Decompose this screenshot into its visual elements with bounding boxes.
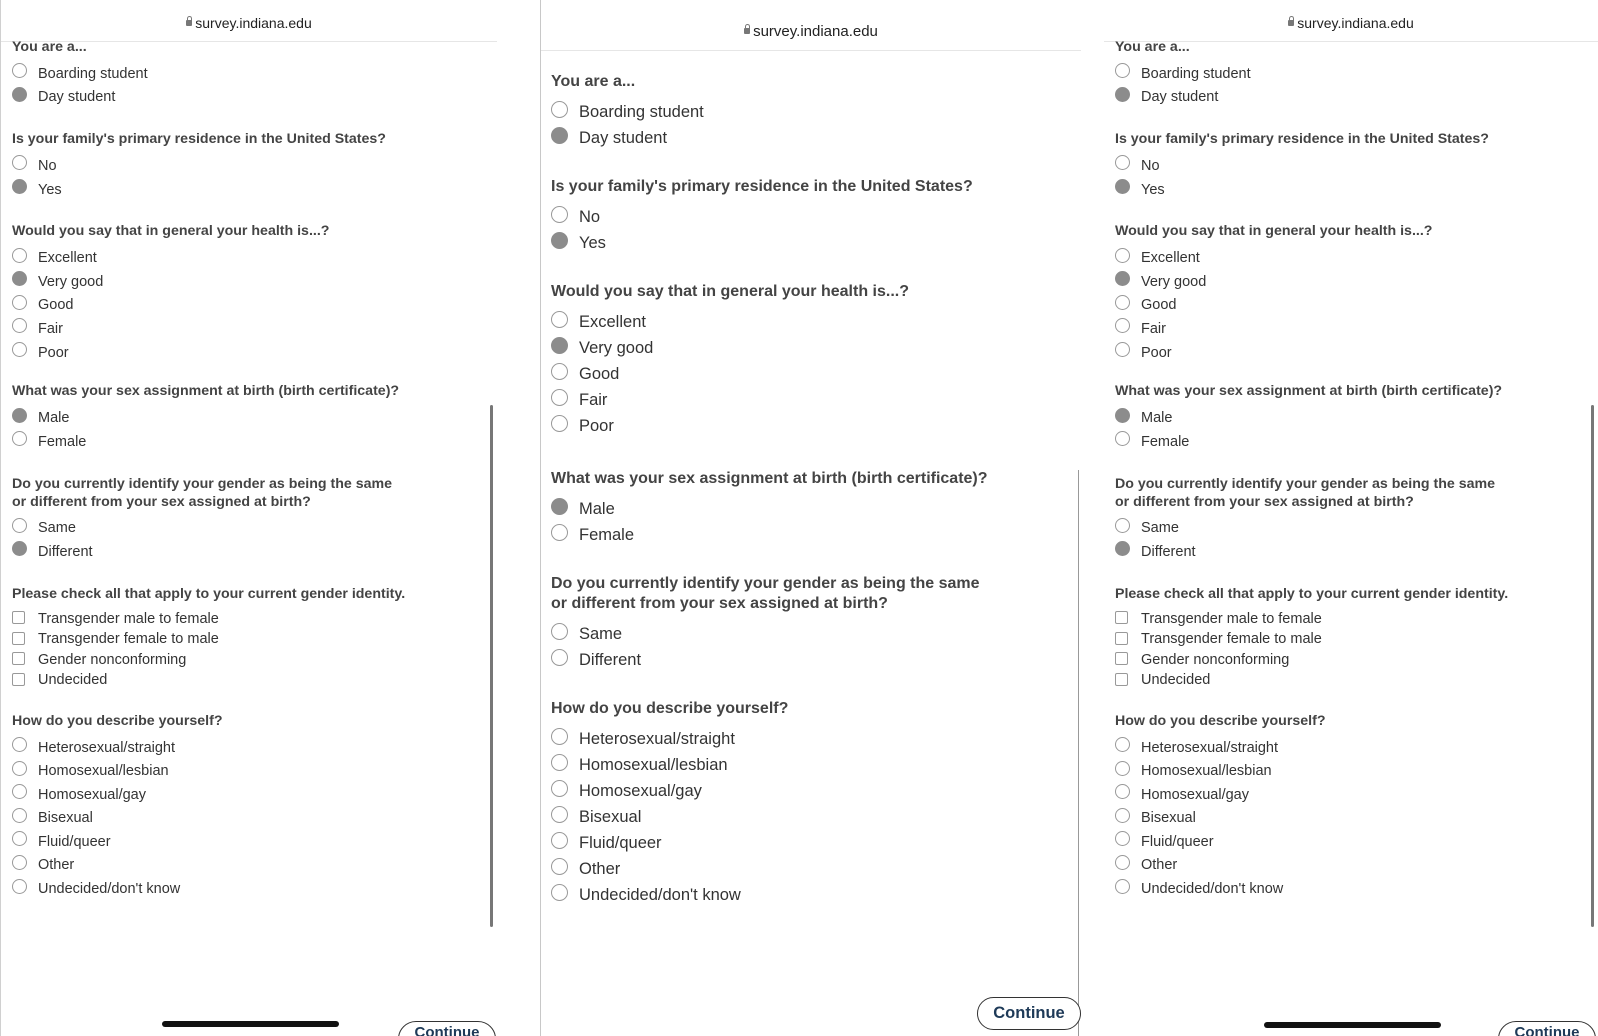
option-label: Fair: [579, 390, 608, 409]
option-very-good[interactable]: [1115, 270, 1598, 294]
question-line: Do you currently identify your gender as being the same: [551, 575, 980, 592]
option-heterosexual[interactable]: [12, 736, 497, 760]
option-fluid-queer[interactable]: [551, 830, 1081, 856]
option-label: Undecided/don't know: [579, 885, 741, 904]
question-gender-identity: [1115, 475, 1598, 511]
option-good[interactable]: [1115, 294, 1598, 318]
radio-button[interactable]: [1115, 808, 1130, 823]
option-label: Boarding student: [38, 65, 148, 82]
option-label: Transgender male to female: [1141, 610, 1322, 627]
option-label: Day student: [579, 128, 668, 147]
option-label: Boarding student: [579, 102, 704, 121]
option-label: Transgender male to female: [38, 610, 219, 627]
question-health: Would you say that in general your health is...?: [12, 223, 330, 240]
scrollbar[interactable]: [1078, 470, 1079, 1036]
checkbox-trans-mtf[interactable]: [1115, 609, 1598, 630]
lock-icon: [1288, 20, 1294, 26]
question-gender-check-all: Please check all that apply to your current gender identity.: [1115, 585, 1509, 602]
radio-button[interactable]: [12, 831, 27, 846]
url-text: survey.indiana.edu: [195, 15, 312, 31]
option-undecided-dont-know[interactable]: [12, 877, 497, 901]
option-poor[interactable]: [551, 413, 1081, 439]
radio-button[interactable]: [1115, 295, 1130, 310]
radio-button[interactable]: [551, 806, 568, 823]
radio-button[interactable]: [1115, 431, 1130, 446]
radio-button[interactable]: [12, 855, 27, 870]
checkbox-trans-ftm[interactable]: [12, 629, 497, 650]
radio-button[interactable]: [12, 155, 27, 170]
radio-button[interactable]: [12, 737, 27, 752]
option-lesbian[interactable]: [1115, 759, 1598, 783]
question-student-type: You are a...: [551, 73, 636, 90]
option-male[interactable]: [551, 496, 1081, 522]
option-label: Different: [38, 543, 93, 560]
radio-button-selected[interactable]: [551, 127, 568, 144]
option-different[interactable]: [1115, 540, 1598, 564]
option-label: Transgender female to male: [1141, 631, 1322, 648]
option-label: Bisexual: [1141, 810, 1196, 827]
question-health: Would you say that in general your health is...?: [551, 283, 909, 300]
home-indicator[interactable]: [1264, 1022, 1441, 1028]
option-label: Same: [1141, 520, 1179, 537]
option-label: Heterosexual/straight: [1141, 739, 1279, 756]
question-gender-check-all: Please check all that apply to your current gender identity.: [12, 585, 406, 602]
continue-button[interactable]: Continue: [1498, 1021, 1596, 1036]
option-label: Different: [579, 650, 642, 669]
radio-button[interactable]: [1115, 855, 1130, 870]
option-lesbian[interactable]: [12, 759, 497, 783]
option-label: Male: [1141, 410, 1173, 427]
radio-button[interactable]: [12, 784, 27, 799]
option-boarding-student[interactable]: [1115, 62, 1598, 86]
option-other[interactable]: [551, 856, 1081, 882]
option-label: Excellent: [579, 312, 646, 331]
option-label: Homosexual/gay: [38, 786, 146, 803]
option-no[interactable]: [12, 154, 497, 178]
question-line: or different from your sex assigned at birth?: [1115, 493, 1414, 510]
option-gay[interactable]: [551, 778, 1081, 804]
option-label: Yes: [38, 181, 62, 198]
option-label: Fluid/queer: [579, 833, 662, 852]
lock-icon: [186, 20, 192, 26]
option-label: Male: [38, 410, 70, 427]
option-label: Gender nonconforming: [1141, 651, 1290, 668]
option-label: Homosexual/gay: [1141, 786, 1249, 803]
radio-button[interactable]: [1115, 761, 1130, 776]
option-label: Boarding student: [1141, 65, 1251, 82]
radio-button[interactable]: [551, 524, 568, 541]
radio-button[interactable]: [551, 101, 568, 118]
option-poor[interactable]: [12, 341, 497, 365]
option-bisexual[interactable]: [1115, 807, 1598, 831]
option-label: Excellent: [38, 250, 97, 267]
option-label: Poor: [1141, 344, 1172, 361]
radio-button-selected[interactable]: [551, 498, 568, 515]
option-label: No: [1141, 157, 1160, 174]
radio-button[interactable]: [551, 623, 568, 640]
radio-button[interactable]: [551, 389, 568, 406]
option-label: Fair: [1141, 320, 1166, 337]
option-label: Undecided/don't know: [1141, 881, 1284, 898]
radio-button[interactable]: [551, 649, 568, 666]
option-label: Gender nonconforming: [38, 651, 187, 668]
option-label: Good: [579, 364, 620, 383]
option-label: Poor: [38, 344, 69, 361]
option-label: Other: [38, 857, 75, 874]
option-female[interactable]: [551, 522, 1081, 548]
option-label: Heterosexual/straight: [579, 729, 735, 748]
question-residence: Is your family's primary residence in the United States?: [551, 178, 973, 195]
option-label: Undecided: [1141, 672, 1211, 689]
option-label: Fluid/queer: [38, 833, 111, 850]
option-yes[interactable]: [12, 178, 497, 202]
option-label: Day student: [38, 89, 116, 106]
radio-button[interactable]: [1115, 831, 1130, 846]
radio-button[interactable]: [551, 884, 568, 901]
continue-button[interactable]: Continue: [398, 1021, 496, 1036]
radio-button[interactable]: [12, 295, 27, 310]
radio-button-selected[interactable]: [1115, 408, 1130, 423]
screenshot-panel-3: [1104, 0, 1598, 1036]
home-indicator[interactable]: [162, 1021, 339, 1027]
option-very-good[interactable]: [551, 335, 1081, 361]
option-label: Same: [579, 624, 623, 643]
url-text: survey.indiana.edu: [753, 23, 878, 40]
option-undecided-dont-know[interactable]: [551, 882, 1081, 908]
survey-form: [12, 38, 497, 901]
checkbox[interactable]: [1115, 673, 1128, 686]
question-residence: Is your family's primary residence in the United States?: [1115, 131, 1489, 148]
option-label: No: [38, 157, 57, 174]
option-good[interactable]: [12, 294, 497, 318]
radio-button-selected[interactable]: [12, 408, 27, 423]
continue-button[interactable]: Continue: [977, 997, 1081, 1030]
radio-button[interactable]: [12, 518, 27, 533]
option-boarding-student[interactable]: [12, 62, 497, 86]
radio-button-selected[interactable]: [12, 271, 27, 286]
radio-button[interactable]: [551, 728, 568, 745]
option-label: Excellent: [1141, 250, 1200, 267]
checkbox-nonconforming[interactable]: [12, 650, 497, 671]
option-label: Different: [1141, 543, 1196, 560]
checkbox[interactable]: [12, 632, 25, 645]
option-lesbian[interactable]: [551, 752, 1081, 778]
checkbox[interactable]: [1115, 632, 1128, 645]
option-label: Yes: [579, 233, 606, 252]
question-describe-yourself: How do you describe yourself?: [12, 712, 223, 729]
option-fluid-queer[interactable]: [1115, 830, 1598, 854]
option-no[interactable]: [551, 204, 1081, 230]
address-bar[interactable]: [1104, 15, 1598, 31]
option-good[interactable]: [551, 361, 1081, 387]
address-bar[interactable]: [1, 15, 497, 31]
option-bisexual[interactable]: [551, 804, 1081, 830]
radio-button-selected[interactable]: [12, 541, 27, 556]
radio-button-selected[interactable]: [1115, 87, 1130, 102]
option-different[interactable]: [551, 647, 1081, 673]
radio-button[interactable]: [1115, 318, 1130, 333]
option-heterosexual[interactable]: [1115, 736, 1598, 760]
option-label: Homosexual/lesbian: [579, 755, 728, 774]
option-no[interactable]: [1115, 154, 1598, 178]
option-label: Very good: [1141, 273, 1207, 290]
radio-button[interactable]: [551, 858, 568, 875]
option-label: Good: [38, 297, 74, 314]
address-bar[interactable]: [541, 23, 1081, 40]
radio-button[interactable]: [1115, 784, 1130, 799]
radio-button[interactable]: [1115, 342, 1130, 357]
checkbox-trans-ftm[interactable]: [1115, 629, 1598, 650]
option-fair[interactable]: [1115, 317, 1598, 341]
scrollbar[interactable]: [490, 405, 493, 927]
option-label: Day student: [1141, 89, 1219, 106]
option-excellent[interactable]: [551, 309, 1081, 335]
option-label: Undecided/don't know: [38, 881, 181, 898]
question-line: or different from your sex assigned at birth?: [12, 493, 311, 510]
question-describe-yourself: How do you describe yourself?: [1115, 712, 1326, 729]
option-label: Female: [579, 525, 635, 544]
option-same[interactable]: [551, 621, 1081, 647]
option-male[interactable]: [12, 406, 497, 430]
screenshot-panel-2: [540, 0, 1081, 1036]
option-female[interactable]: [12, 430, 497, 454]
question-describe-yourself: How do you describe yourself?: [551, 700, 789, 717]
option-label: Very good: [38, 273, 104, 290]
radio-button-selected[interactable]: [551, 232, 568, 249]
radio-button[interactable]: [551, 754, 568, 771]
option-heterosexual[interactable]: [551, 726, 1081, 752]
option-label: Undecided: [38, 672, 108, 689]
checkbox-undecided[interactable]: [12, 670, 497, 691]
radio-button[interactable]: [1115, 155, 1130, 170]
question-sex-at-birth: What was your sex assignment at birth (birth certificate)?: [12, 383, 400, 400]
question-gender-identity: [12, 475, 497, 511]
option-label: Female: [38, 433, 87, 450]
question-line: Do you currently identify your gender as being the same: [1115, 475, 1495, 492]
radio-button-selected[interactable]: [1115, 271, 1130, 286]
option-fair[interactable]: [12, 317, 497, 341]
radio-button[interactable]: [551, 415, 568, 432]
option-label: Other: [1141, 857, 1178, 874]
toolbar-divider: [541, 50, 1081, 51]
radio-button[interactable]: [12, 761, 27, 776]
radio-button[interactable]: [551, 206, 568, 223]
question-student-type: You are a...: [1115, 39, 1190, 55]
radio-button-selected[interactable]: [551, 337, 568, 354]
radio-button[interactable]: [551, 780, 568, 797]
option-day-student[interactable]: [551, 125, 1081, 151]
radio-button[interactable]: [12, 431, 27, 446]
option-label: Fluid/queer: [1141, 833, 1214, 850]
option-label: Homosexual/lesbian: [38, 763, 169, 780]
radio-button-selected[interactable]: [12, 179, 27, 194]
radio-button[interactable]: [1115, 63, 1130, 78]
option-label: Very good: [579, 338, 654, 357]
checkbox-undecided[interactable]: [1115, 670, 1598, 691]
radio-button[interactable]: [12, 63, 27, 78]
radio-button-selected[interactable]: [1115, 179, 1130, 194]
question-line: or different from your sex assigned at birth?: [551, 595, 888, 612]
survey-form: [1115, 38, 1598, 901]
option-day-student[interactable]: [1115, 86, 1598, 110]
question-sex-at-birth: What was your sex assignment at birth (birth certificate)?: [551, 470, 988, 487]
option-label: Bisexual: [38, 810, 93, 827]
checkbox-nonconforming[interactable]: [1115, 650, 1598, 671]
question-gender-identity: [551, 574, 1081, 614]
option-label: Homosexual/lesbian: [1141, 763, 1272, 780]
option-day-student[interactable]: [12, 86, 497, 110]
checkbox[interactable]: [12, 652, 25, 665]
question-sex-at-birth: What was your sex assignment at birth (birth certificate)?: [1115, 383, 1503, 400]
scrollbar[interactable]: [1591, 405, 1594, 927]
option-very-good[interactable]: [12, 270, 497, 294]
option-label: Yes: [1141, 181, 1165, 198]
checkbox[interactable]: [1115, 652, 1128, 665]
option-excellent[interactable]: [1115, 246, 1598, 270]
option-label: Poor: [579, 416, 614, 435]
option-fluid-queer[interactable]: [12, 830, 497, 854]
checkbox[interactable]: [12, 673, 25, 686]
option-male[interactable]: [1115, 406, 1598, 430]
option-other[interactable]: [1115, 854, 1598, 878]
option-female[interactable]: [1115, 430, 1598, 454]
option-same[interactable]: [12, 517, 497, 541]
radio-button[interactable]: [551, 363, 568, 380]
option-boarding-student[interactable]: [551, 99, 1081, 125]
checkbox-trans-mtf[interactable]: [12, 609, 497, 630]
option-excellent[interactable]: [12, 246, 497, 270]
option-other[interactable]: [12, 854, 497, 878]
radio-button[interactable]: [12, 318, 27, 333]
option-bisexual[interactable]: [12, 807, 497, 831]
checkbox[interactable]: [12, 611, 25, 624]
option-label: Fair: [38, 320, 63, 337]
option-undecided-dont-know[interactable]: [1115, 877, 1598, 901]
question-line: Do you currently identify your gender as being the same: [12, 475, 392, 492]
option-label: Transgender female to male: [38, 631, 219, 648]
option-label: Female: [1141, 433, 1190, 450]
radio-button-selected[interactable]: [12, 87, 27, 102]
radio-button[interactable]: [12, 879, 27, 894]
question-student-type: You are a...: [12, 39, 87, 55]
option-label: Other: [579, 859, 621, 878]
radio-button[interactable]: [12, 248, 27, 263]
radio-button[interactable]: [1115, 518, 1130, 533]
option-gay[interactable]: [1115, 783, 1598, 807]
option-label: Homosexual/gay: [579, 781, 702, 800]
radio-button[interactable]: [1115, 879, 1130, 894]
checkbox[interactable]: [1115, 611, 1128, 624]
radio-button[interactable]: [551, 311, 568, 328]
option-fair[interactable]: [551, 387, 1081, 413]
option-label: Heterosexual/straight: [38, 739, 176, 756]
option-same[interactable]: [1115, 517, 1598, 541]
survey-form: [551, 72, 1081, 908]
radio-button[interactable]: [1115, 248, 1130, 263]
option-different[interactable]: [12, 540, 497, 564]
radio-button[interactable]: [1115, 737, 1130, 752]
question-residence: Is your family's primary residence in the United States?: [12, 131, 386, 148]
lock-icon: [744, 28, 750, 34]
option-yes[interactable]: [1115, 178, 1598, 202]
option-label: No: [579, 207, 601, 226]
radio-button[interactable]: [551, 832, 568, 849]
radio-button[interactable]: [12, 342, 27, 357]
option-label: Bisexual: [579, 807, 642, 826]
radio-button-selected[interactable]: [1115, 541, 1130, 556]
option-yes[interactable]: [551, 230, 1081, 256]
option-poor[interactable]: [1115, 341, 1598, 365]
screenshot-panel-1: [0, 0, 497, 1036]
option-label: Good: [1141, 297, 1177, 314]
option-label: Male: [579, 499, 615, 518]
url-text: survey.indiana.edu: [1297, 15, 1414, 31]
radio-button[interactable]: [12, 808, 27, 823]
question-health: Would you say that in general your health is...?: [1115, 223, 1433, 240]
option-gay[interactable]: [12, 783, 497, 807]
option-label: Same: [38, 520, 76, 537]
